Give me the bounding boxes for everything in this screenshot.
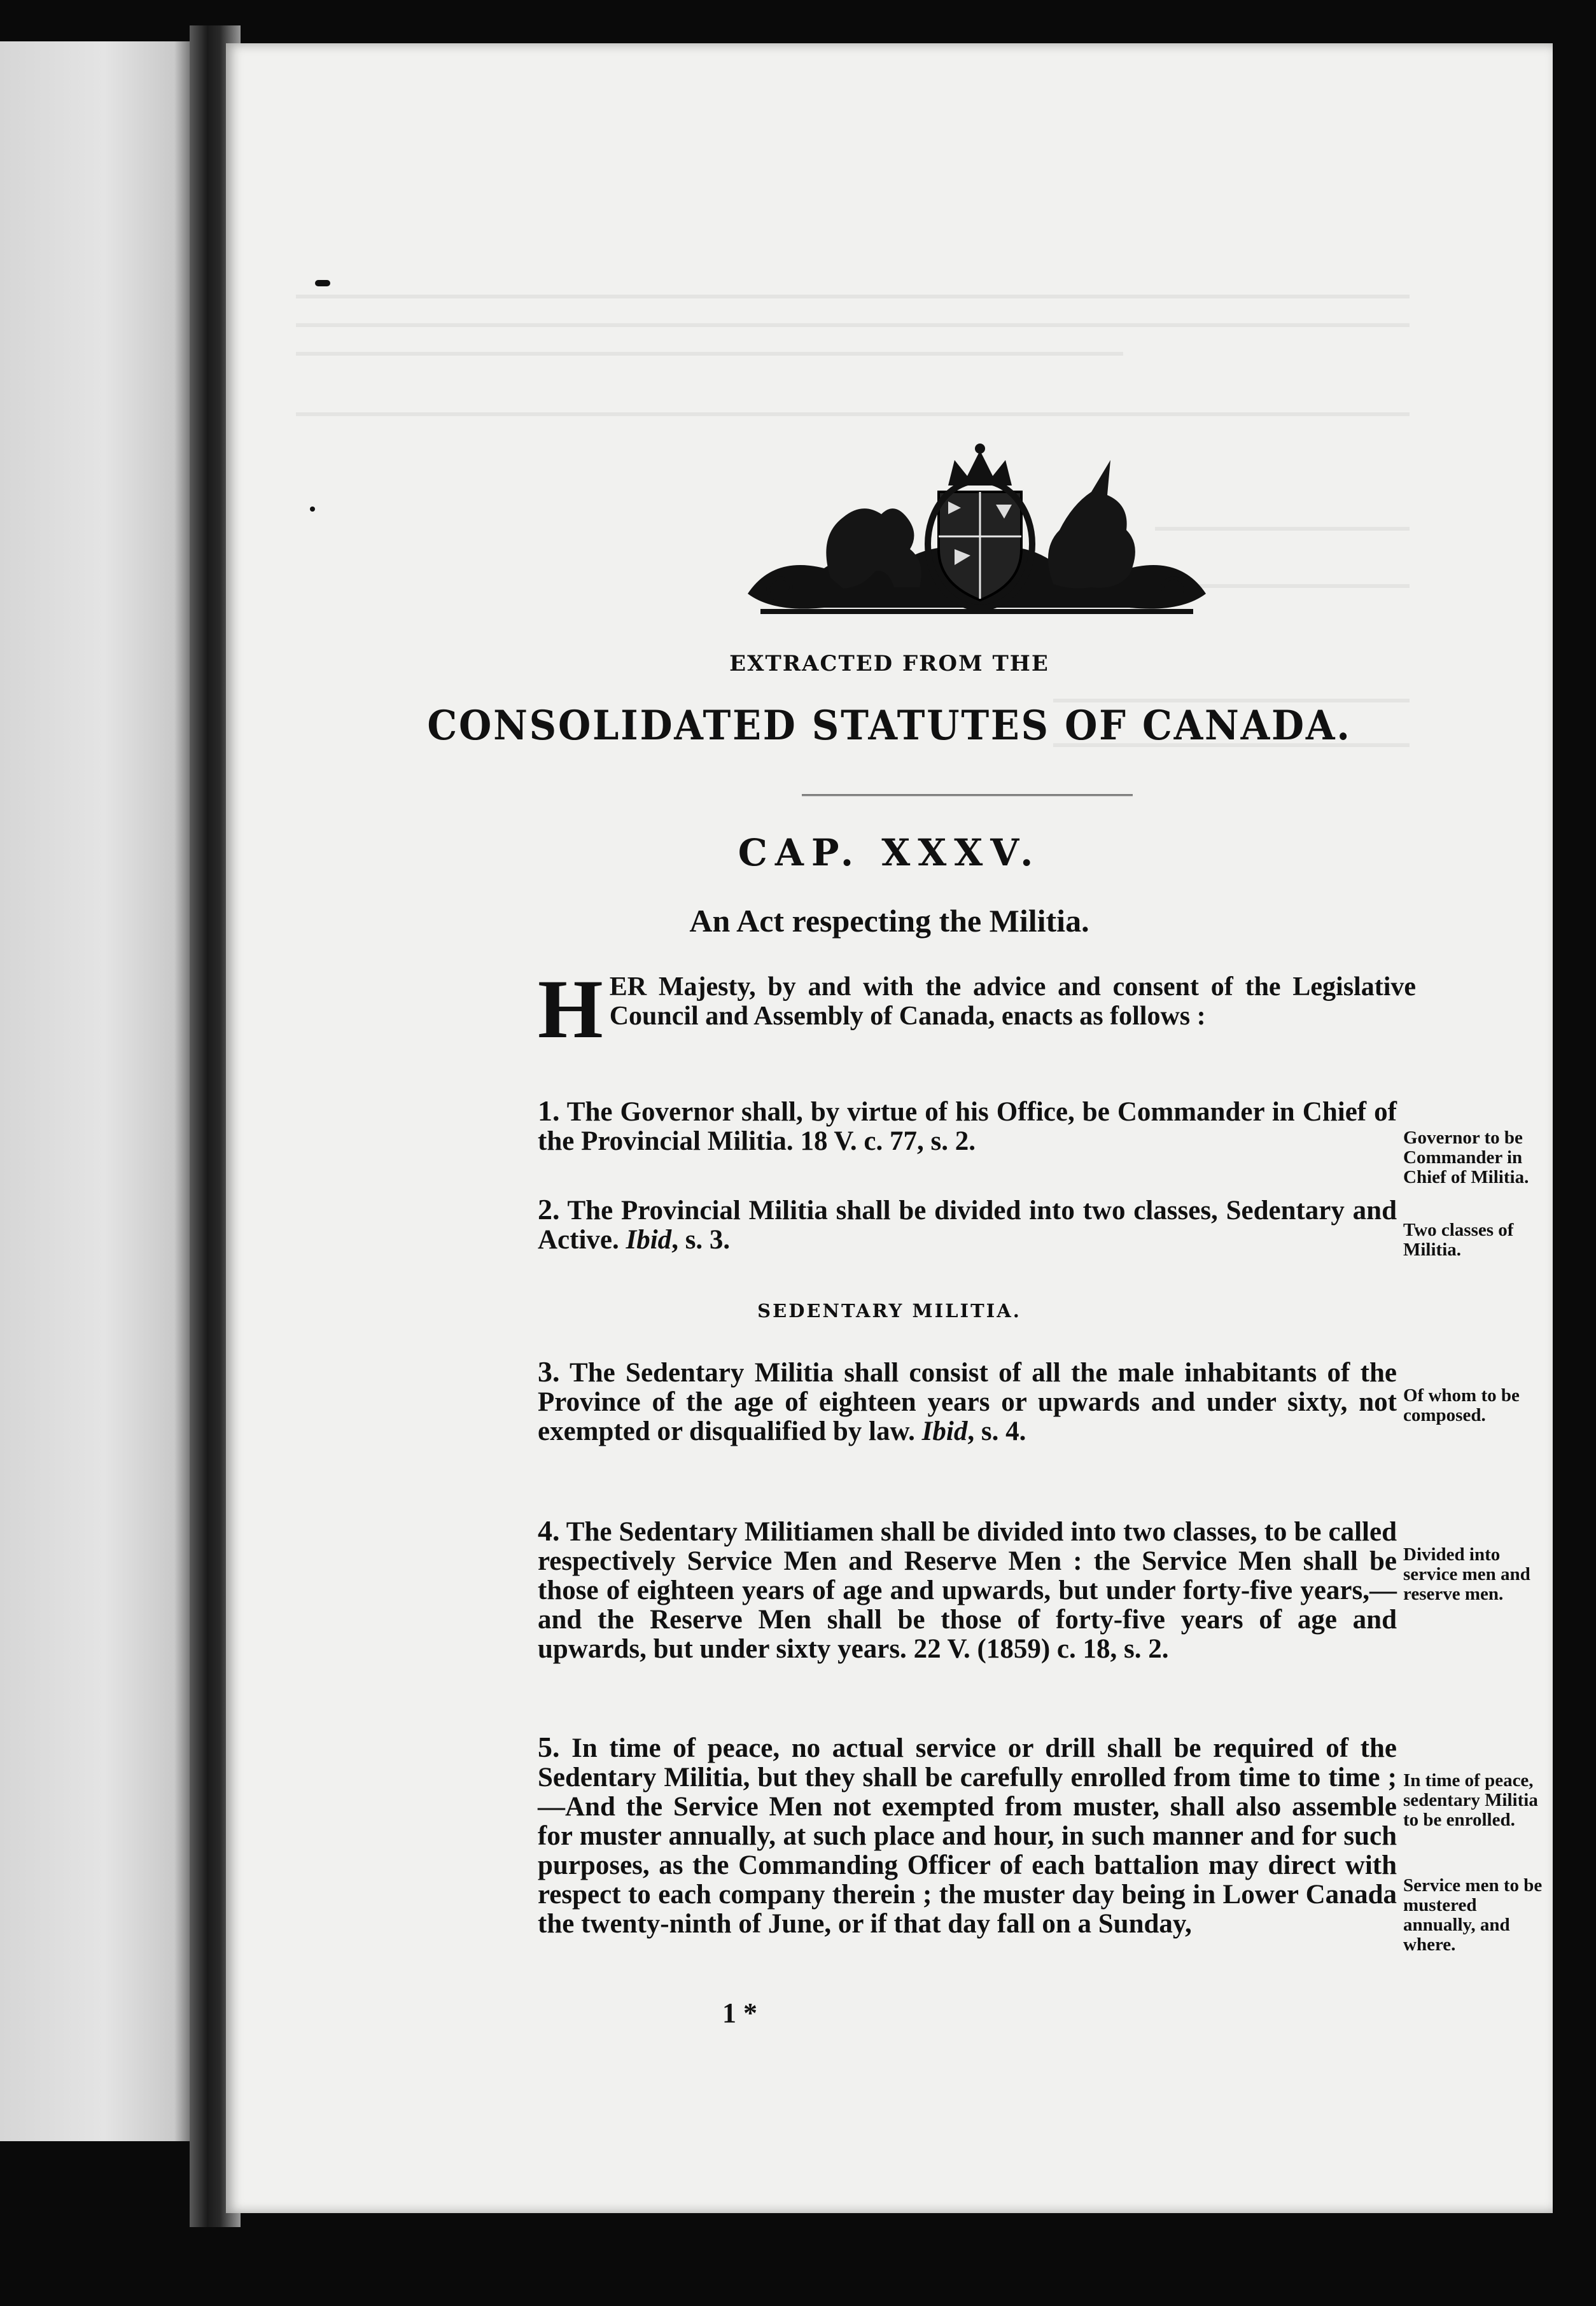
section-text: The Governor shall, by virtue of his Office, be Commander in Chief of the Provincial Militia. [538,1097,1397,1156]
section-citation: , s. 4. [967,1416,1026,1446]
section-2 [538,1195,1397,1255]
signature-mark: 1 * [722,1997,757,2029]
extracted-from-line: EXTRACTED FROM THE [729,651,1049,676]
act-title: An Act respecting the Militia. [689,903,1089,939]
margin-note: Governor to be Commander in Chief of Militia. [1403,1128,1529,1187]
section-1 [538,1096,1397,1156]
ink-speck [315,280,330,286]
drop-cap: H [538,962,603,1056]
title-divider [802,794,1133,802]
ink-speck [310,507,315,512]
margin-note: In time of peace, sedentary Militia to be enrolled. [1403,1770,1538,1830]
margin-note: Divided into service men and reserve men. [1403,1544,1530,1604]
ibid-reference: Ibid [626,1225,672,1255]
section-number: 3. [538,1355,560,1388]
section-5 [538,1733,1397,1939]
section-4 [538,1516,1397,1664]
margin-note: Two classes of Militia. [1403,1220,1514,1260]
section-number: 5. [538,1731,560,1763]
preamble-paragraph [538,962,1416,1056]
royal-coat-of-arms-icon [735,441,1219,625]
margin-note: Of whom to be composed. [1403,1385,1520,1425]
section-text: The Provincial Militia shall be divided into two classes, Sedentary and Active. [538,1196,1397,1255]
statutes-title: CONSOLIDATED STATUTES OF CANADA. [427,702,1352,750]
section-text: The Sedentary Militia shall consist of all the male inhabitants of the Province of the age of eighteen years or upwards and under sixty, not exempted or disqualified by law. [538,1358,1397,1446]
sedentary-militia-subheading: SEDENTARY MILITIA. [757,1300,1021,1322]
section-number: 4. [538,1514,560,1547]
section-number: 2. [538,1193,560,1226]
section-number: 1. [538,1094,560,1127]
section-citation: 18 V. c. 77, s. 2. [800,1126,976,1156]
section-citation: 22 V. (1859) c. 18, s. 2. [913,1634,1169,1664]
section-3 [538,1357,1397,1446]
section-citation: , s. 3. [671,1225,731,1255]
preamble-text: ER Majesty, by and with the advice and consent of the Legislative Council and Assembly of Canada, enacts as follows : [609,972,1416,1031]
margin-note: Service men to be mustered annually, and where. [1403,1875,1543,1955]
section-text: In time of peace, no actual service or drill shall be required of the Sedentary Militia, but they shall be carefully enrolled from time to time ;—And the Service Men not exempted from muster, shall also assemble for muster annually, at such place and hour, in such manner and for such purposes, as the Commanding Officer of each battalion may direct with respect to each company therein ; the muster day being in Lower Canada the twenty-ninth of June, or if that day fall on a Sunday, [538,1733,1397,1939]
document-page [226,43,1553,2213]
left-facing-page [0,41,190,2141]
section-text: The Sedentary Militiamen shall be divided into two classes, to be called respectively Service Men and Reserve Men : the Service Men shall be those of eighteen years of age and upwards, but under forty-five years,—and the Reserve Men shall be those of forty-five years of age and upwards, but under sixty years. [538,1517,1397,1664]
ibid-reference: Ibid [921,1416,968,1446]
chapter-heading: CAP. XXXV. [738,831,1041,874]
